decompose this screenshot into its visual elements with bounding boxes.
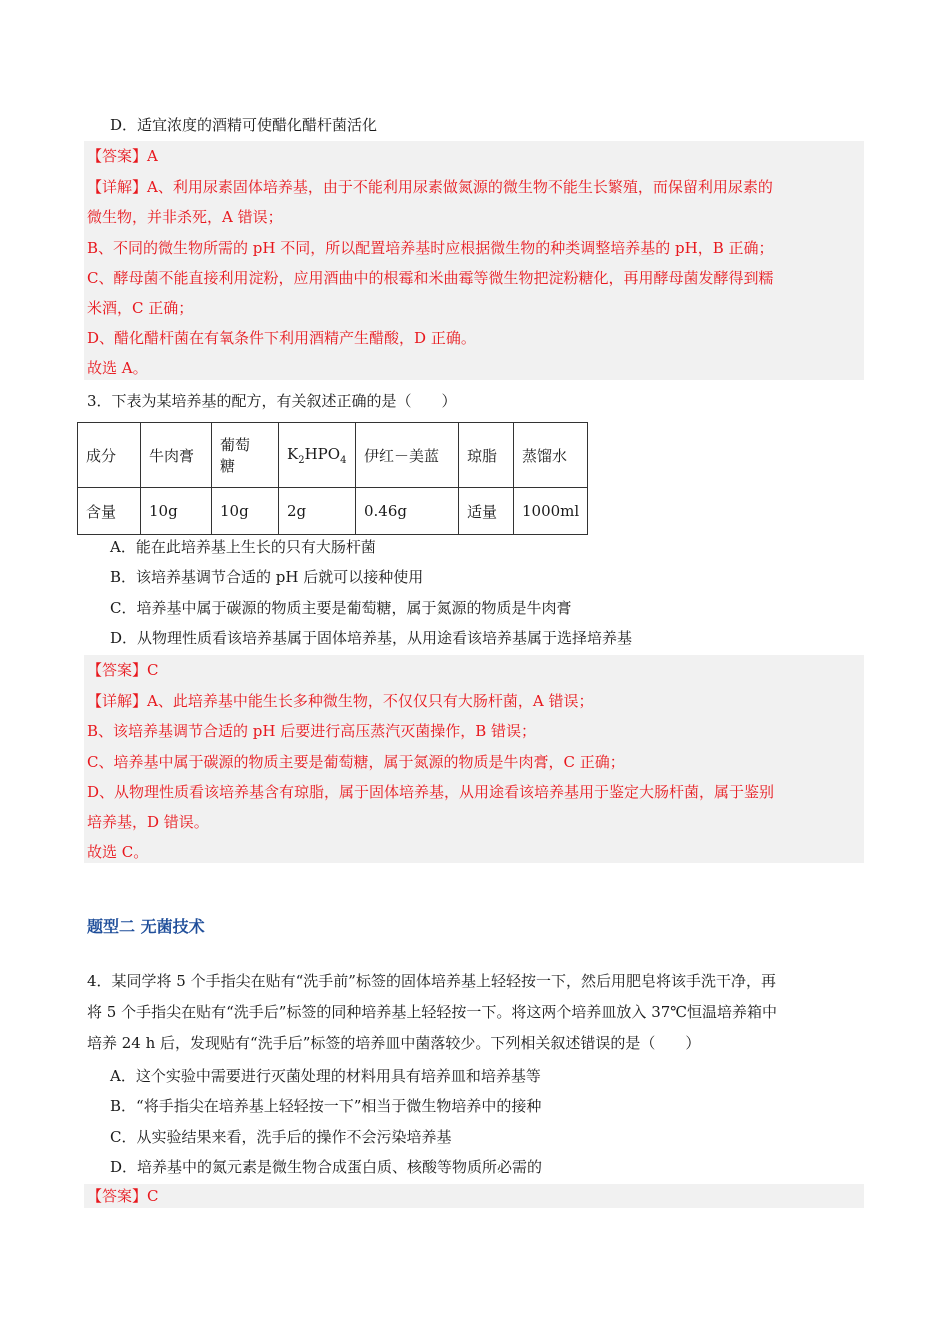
q2-answer: 【答案】A [87, 147, 158, 165]
q2-option-d: D．适宜浓度的酒精可使醋化醋杆菌活化 [110, 116, 378, 134]
q3-detail-line-4: D、从物理性质看该培养基含有琼脂，属于固体培养基，从用途看该培养基用于鉴定大肠杆菌，属于鉴别 [87, 783, 775, 801]
q2-detail-line-7: 故选 A。 [87, 359, 148, 377]
q4-option-a: A．这个实验中需要进行灭菌处理的材料用具有培养皿和培养基等 [110, 1067, 541, 1085]
table-row [78, 488, 588, 535]
q3-option-a: A．能在此培养基上生长的只有大肠杆菌 [110, 538, 376, 556]
table-cell: 琼脂 [459, 423, 514, 488]
table-cell: 1000ml [514, 488, 588, 535]
table-cell: 蒸馏水 [514, 423, 588, 488]
section-title: 题型二 无菌技术 [87, 917, 205, 936]
table-cell: 0.46g [356, 488, 459, 535]
table-cell: 10g [141, 488, 212, 535]
q4-option-c: C．从实验结果来看，洗手后的操作不会污染培养基 [110, 1128, 452, 1146]
q3-option-d: D．从物理性质看该培养基属于固体培养基，从用途看该培养基属于选择培养基 [110, 629, 633, 647]
table-cell: 葡萄 糖 [212, 423, 279, 488]
q4-option-d: D．培养基中的氮元素是微生物合成蛋白质、核酸等物质所必需的 [110, 1158, 543, 1176]
table-cell: 10g [212, 488, 279, 535]
q3-option-b: B．该培养基调节合适的 pH 后就可以接种使用 [110, 568, 424, 586]
q4-stem-line-2: 将 5 个手指尖在贴有“洗手后”标签的同种培养基上轻轻按一下。将这两个培养皿放入 37℃恒温培养箱中 [87, 1003, 778, 1021]
q3-detail-line-1: 【详解】A、此培养基中能生长多种微生物，不仅仅只有大肠杆菌，A 错误； [87, 692, 594, 710]
q2-detail-line-6: D、醋化醋杆菌在有氧条件下利用酒精产生醋酸，D 正确。 [87, 329, 476, 347]
q2-detail-line-1: 【详解】A、利用尿素固体培养基，由于不能利用尿素做氮源的微生物不能生长繁殖，而保留利用尿素的 [87, 178, 773, 196]
q3-detail-line-6: 故选 C。 [87, 843, 149, 861]
q4-answer: 【答案】C [87, 1187, 159, 1205]
table-cell: 牛肉膏 [141, 423, 212, 488]
table-cell: 适量 [459, 488, 514, 535]
q4-stem-line-3: 培养 24 h 后，发现贴有“洗手后”标签的培养皿中菌落较少。下列相关叙述错误的是（ ） [87, 1034, 701, 1052]
recipe-table [77, 422, 588, 535]
table-cell: 伊红－美蓝 [356, 423, 459, 488]
q2-detail-line-3: B、不同的微生物所需的 pH 不同，所以配置培养基时应根据微生物的种类调整培养基的 pH，B 正确； [87, 239, 774, 257]
q4-answer-block [84, 1184, 864, 1208]
q3-answer: 【答案】C [87, 661, 159, 679]
table-cell: 含量 [78, 488, 141, 535]
table-row [78, 423, 588, 488]
q2-detail-line-2: 微生物，并非杀死，A 错误； [87, 208, 283, 226]
q3-detail-line-2: B、该培养基调节合适的 pH 后要进行高压蒸汽灭菌操作，B 错误； [87, 722, 537, 740]
q2-detail-line-4: C、酵母菌不能直接利用淀粉，应用酒曲中的根霉和米曲霉等微生物把淀粉糖化，再用酵母菌发酵得到糯 [87, 269, 774, 287]
q4-stem-line-1: 4．某同学将 5 个手指尖在贴有“洗手前”标签的固体培养基上轻轻按一下，然后用肥皂将该手洗干净，再 [87, 972, 776, 990]
q3-detail-line-5: 培养基，D 错误。 [87, 813, 209, 831]
q3-option-c: C．培养基中属于碳源的物质主要是葡萄糖，属于氮源的物质是牛肉膏 [110, 599, 572, 617]
table-cell: 成分 [78, 423, 141, 488]
table-cell: $K_2HPO_4$ [279, 423, 356, 488]
q4-option-b: B．“将手指尖在培养基上轻轻按一下”相当于微生物培养中的接种 [110, 1097, 542, 1115]
q2-detail-line-5: 米酒，C 正确； [87, 299, 194, 317]
table-cell: 2g [279, 488, 356, 535]
q2-detail-prefix: 【详解】 [87, 178, 148, 196]
q3-detail-prefix: 【详解】 [87, 692, 148, 710]
q3-stem: 3．下表为某培养基的配方，有关叙述正确的是（ ） [87, 392, 457, 410]
q3-detail-line-3: C、培养基中属于碳源的物质主要是葡萄糖，属于氮源的物质是牛肉膏，C 正确； [87, 753, 625, 771]
